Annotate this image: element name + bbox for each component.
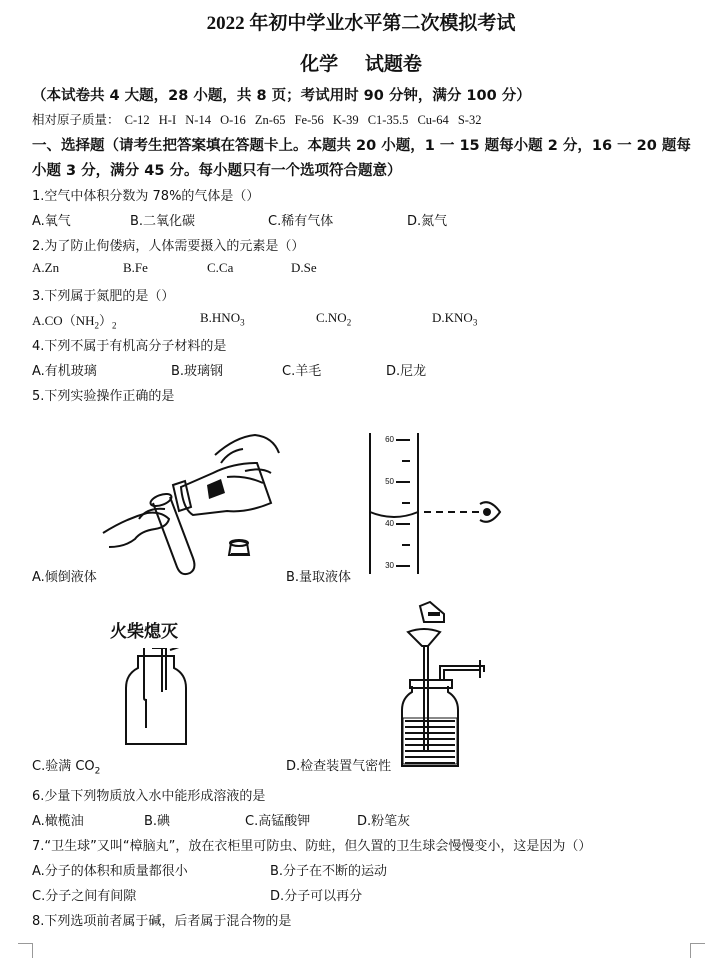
page-title: 2022 年初中学业水平第二次模拟考试 [206, 13, 516, 34]
atomic-mass: K-39 [332, 113, 359, 127]
question-stem: 1.空气中体积分数为 78%的气体是（） [32, 189, 260, 204]
option-b [200, 310, 245, 328]
atomic-mass: Fe-56 [294, 113, 324, 127]
formula-subscript: 3 [240, 317, 245, 328]
option-c: C.Ca [207, 260, 234, 275]
formula-subscript: 2 [94, 766, 101, 777]
option-a [32, 310, 117, 331]
measuring-cylinder-figure [360, 428, 510, 578]
option-c: C.分子之间有间隙 [32, 889, 137, 904]
atomic-mass: Cu-64 [417, 113, 449, 127]
atomic-mass: S-32 [457, 113, 482, 127]
atomic-label: 相对原子质量： [32, 113, 120, 127]
question-stem: 2.为了防止佝偻病，人体需要摄入的元素是（） [32, 239, 305, 254]
option-c: C.羊毛 [282, 364, 322, 379]
figure-label-d: D.检查装置气密性 [286, 759, 392, 774]
question-stem: 7.“卫生球”又叫“樟脑丸”，放在衣柜里可防虫、防蛀，但久置的卫生球会慢慢变小，这是因为（） [32, 839, 592, 854]
option-d: D.氮气 [407, 214, 448, 229]
question-stem: 8.下列选项前者属于碱，后者属于混合物的是 [32, 914, 292, 929]
formula-subscript: 2 [94, 320, 99, 331]
question-stem: 4.下列不属于有机高分子材料的是 [32, 339, 227, 354]
option-a: A.分子的体积和质量都很小 [32, 864, 188, 879]
atomic-mass: O-16 [220, 113, 246, 127]
option-d: D.Se [291, 260, 317, 275]
formula-subscript: 2 [112, 320, 117, 331]
option-a: A.有机玻璃 [32, 364, 97, 379]
corner-mark [690, 943, 705, 958]
formula-text: D.KNO [432, 310, 473, 325]
question-stem: 5.下列实验操作正确的是 [32, 389, 175, 404]
option-a: A.橄榄油 [32, 814, 84, 829]
atomic-mass: C-12 [124, 113, 150, 127]
section-title: 一、选择题（请考生把答案填在答题卡上。本题共 20 小题，1 一 15 题每小题 2 分，16 一 20 题每小题 3 分，满分 45 分。每小题只有一个选项符合题意） [32, 138, 691, 179]
formula-text: ） [98, 313, 112, 328]
question-stem: 6.少量下列物质放入水中能形成溶液的是 [32, 789, 266, 804]
question-stem: 3.下列属于氮肥的是（） [32, 289, 175, 304]
airtightness-figure [400, 600, 510, 770]
option-c [316, 310, 351, 328]
option-b: B.碘 [144, 814, 171, 829]
atomic-mass: C1-35.5 [367, 113, 409, 127]
option-c: C.稀有气体 [268, 214, 334, 229]
pouring-liquid-figure [95, 415, 285, 580]
atomic-masses [32, 110, 487, 128]
option-d [432, 310, 477, 328]
option-d: D.分子可以再分 [270, 889, 363, 904]
tick-label-60: 60 [385, 435, 394, 444]
option-a: A.Zn [32, 260, 60, 275]
formula-subscript: 2 [346, 317, 352, 328]
formula-subscript: 3 [472, 317, 478, 328]
option-d: D.粉笔灰 [357, 814, 411, 829]
formula-text: B.HNO [200, 310, 241, 325]
tick-label-40: 40 [385, 519, 394, 528]
option-b: B.Fe [123, 260, 148, 275]
option-c: C.高锰酸钾 [245, 814, 311, 829]
option-b: B.分子在不断的运动 [270, 864, 388, 879]
page-subtitle [0, 49, 722, 76]
atomic-mass: H-I [158, 113, 177, 127]
option-b: B.二氧化碳 [130, 214, 196, 229]
option-a: A.氧气 [32, 214, 71, 229]
formula-text: A.CO（NH [32, 313, 95, 328]
subject-label: 化学 [300, 53, 339, 75]
option-b: B.玻璃钢 [171, 364, 224, 379]
gas-bottle-figure [118, 648, 198, 748]
atomic-mass: Zn-65 [254, 113, 286, 127]
option-d: D.尼龙 [386, 364, 427, 379]
paper-label: 试题卷 [364, 53, 422, 75]
exam-info: （本试卷共 4 大题，28 小题，共 8 页；考试用时 90 分钟，满分 100 分） [32, 88, 531, 104]
match-out-label: 火柴熄灭 [110, 622, 178, 642]
atomic-mass: N-14 [185, 113, 211, 127]
corner-mark [18, 943, 33, 958]
figure-label-text: C.验满 CO [32, 759, 95, 774]
figure-label-a: A.倾倒液体 [32, 570, 97, 585]
figure-label-b: B.量取液体 [286, 570, 352, 585]
tick-label-50: 50 [385, 477, 394, 486]
tick-label-30: 30 [385, 561, 394, 570]
formula-text: C.NO [316, 310, 347, 325]
figure-label-c [32, 755, 100, 777]
